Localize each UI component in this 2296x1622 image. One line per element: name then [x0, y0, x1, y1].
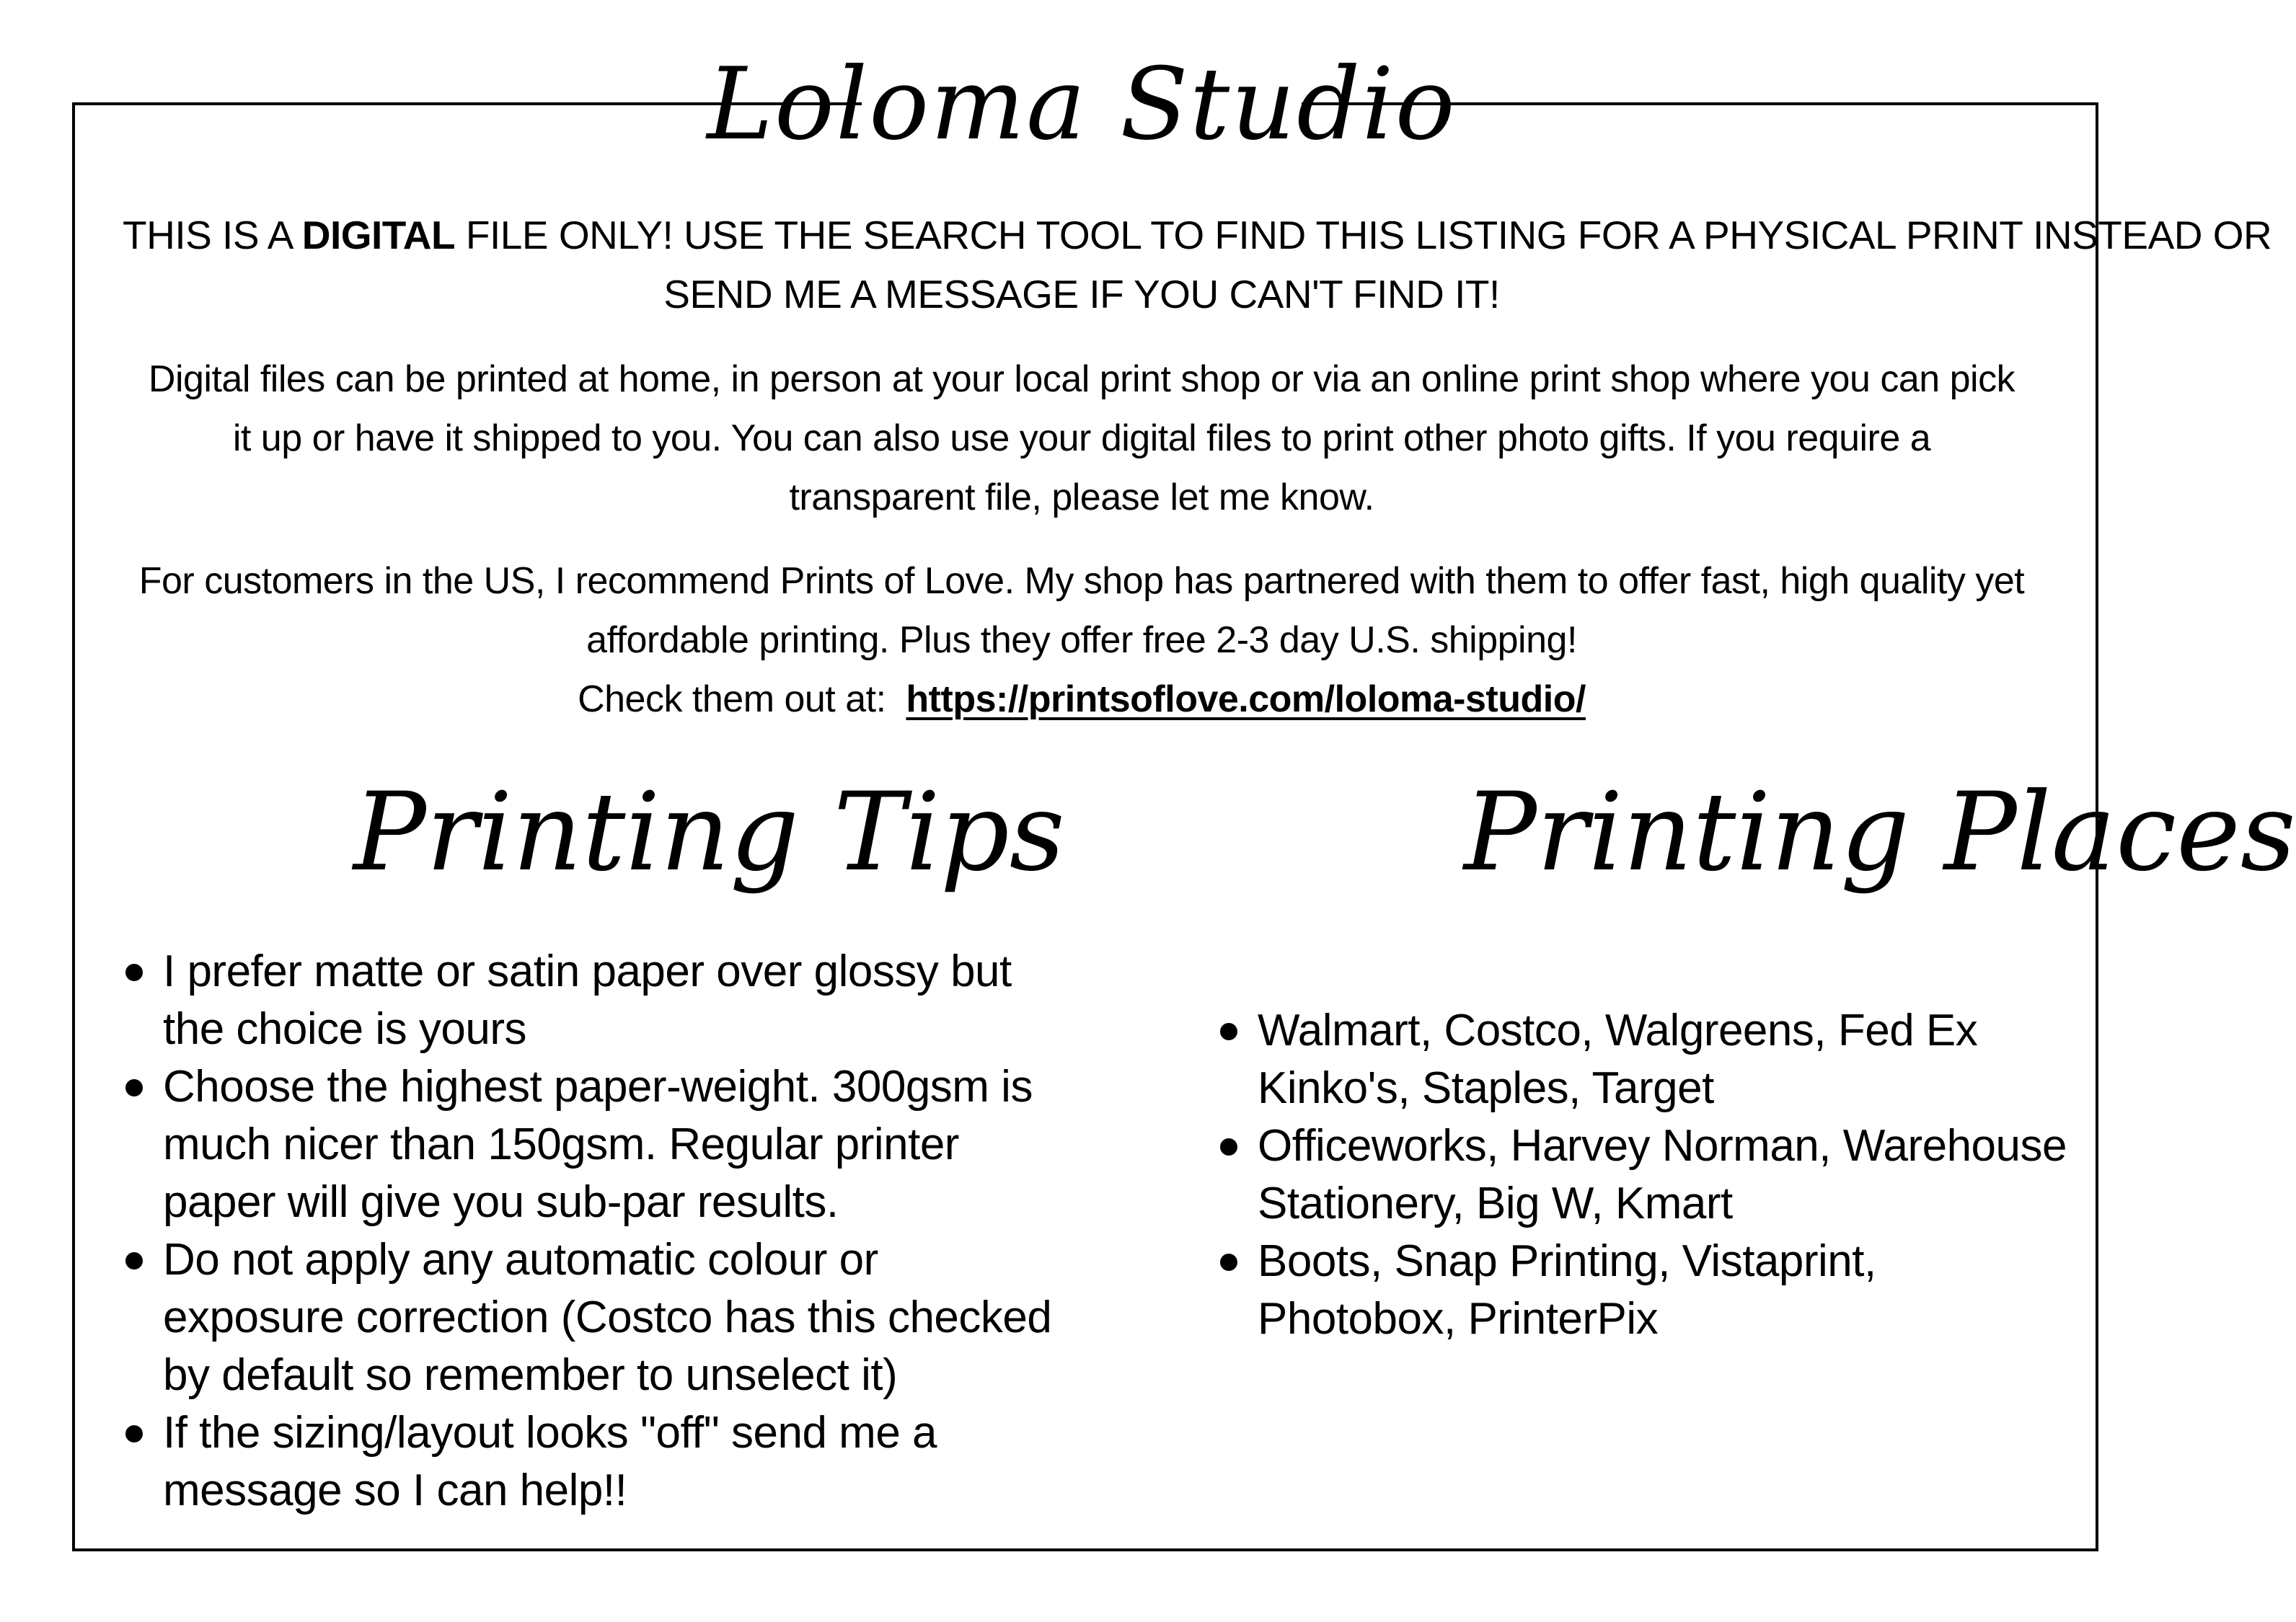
prints-of-love-link[interactable]: https://printsoflove.com/loloma-studio/	[906, 678, 1586, 720]
info-line: Digital files can be printed at home, in person at your local print shop or via an online print shop where you can pick	[148, 358, 2015, 400]
notice-line-2: SEND ME A MESSAGE IF YOU CAN'T FIND IT!	[663, 272, 1500, 316]
brand-logo: Loloma Studio	[707, 46, 1457, 162]
bullet-icon	[125, 1079, 143, 1096]
list-item-text: If the sizing/layout looks "off" send me a	[163, 1408, 937, 1458]
partner-info	[123, 551, 2041, 729]
partner-line	[123, 670, 2041, 729]
list-item-text: I prefer matte or satin paper over glossy but	[163, 947, 1012, 996]
list-item-text: Kinko's, Staples, Target	[1258, 1063, 1714, 1113]
list-item-text: message so I can help!!	[163, 1466, 627, 1515]
bullet-icon	[125, 1252, 143, 1269]
bullet-icon	[125, 964, 143, 981]
info-line: transparent file, please let me know.	[789, 477, 1374, 518]
list-item-text: by default so remember to unselect it)	[163, 1350, 898, 1400]
printing-tips-heading: Printing Tips	[353, 770, 1065, 895]
printing-places-list	[1216, 1002, 2110, 1348]
bullet-icon	[1220, 1138, 1237, 1156]
printing-tips-list	[121, 943, 1131, 1520]
list-item	[1216, 1233, 2110, 1348]
list-item-text: Boots, Snap Printing, Vistaprint,	[1258, 1236, 1876, 1286]
list-item	[121, 1058, 1131, 1231]
list-item-text: Choose the highest paper-weight. 300gsm is	[163, 1062, 1033, 1112]
bullet-icon	[1220, 1023, 1237, 1040]
bullet-icon	[1220, 1254, 1237, 1271]
list-item-text: Photobox, PrinterPix	[1258, 1294, 1659, 1344]
list-item-text: the choice is yours	[163, 1004, 526, 1054]
list-item-text: paper will give you sub-par results.	[163, 1177, 839, 1227]
digital-files-info	[123, 350, 2041, 527]
list-item	[1216, 1002, 2110, 1117]
list-item-text: Stationery, Big W, Kmart	[1258, 1179, 1733, 1228]
list-item-text: Do not apply any automatic colour or	[163, 1235, 878, 1285]
notice-text: THIS IS A	[123, 213, 302, 257]
notice-emphasis: DIGITAL	[301, 213, 456, 257]
list-item	[121, 1404, 1131, 1520]
brand-header	[707, 36, 1457, 173]
notice-line-1	[123, 205, 2272, 265]
partner-link-prefix: Check them out at:	[578, 678, 906, 720]
bullet-icon	[125, 1425, 143, 1442]
info-line: it up or have it shipped to you. You can also use your digital files to print other photo gifts. If you require a	[232, 417, 1931, 459]
list-item-text: Walmart, Costco, Walgreens, Fed Ex	[1258, 1006, 1978, 1055]
notice-text: FILE ONLY! USE THE SEARCH TOOL TO FIND THIS LISTING FOR A PHYSICAL PRINT INSTEAD OR	[455, 213, 2272, 257]
digital-notice	[123, 205, 2272, 324]
list-item-text: Officeworks, Harvey Norman, Warehouse	[1258, 1121, 2067, 1171]
list-item	[121, 1231, 1131, 1404]
partner-line: affordable printing. Plus they offer free 2-3 day U.S. shipping!	[586, 619, 1577, 661]
printing-places-heading: Printing Places	[1464, 770, 2296, 895]
list-item	[121, 943, 1131, 1058]
list-item-text: exposure correction (Costco has this checked	[163, 1293, 1052, 1342]
list-item-text: much nicer than 150gsm. Regular printer	[163, 1120, 959, 1169]
partner-line: For customers in the US, I recommend Prints of Love. My shop has partnered with them to offer fast, high quality yet	[138, 560, 2025, 602]
list-item	[1216, 1117, 2110, 1233]
